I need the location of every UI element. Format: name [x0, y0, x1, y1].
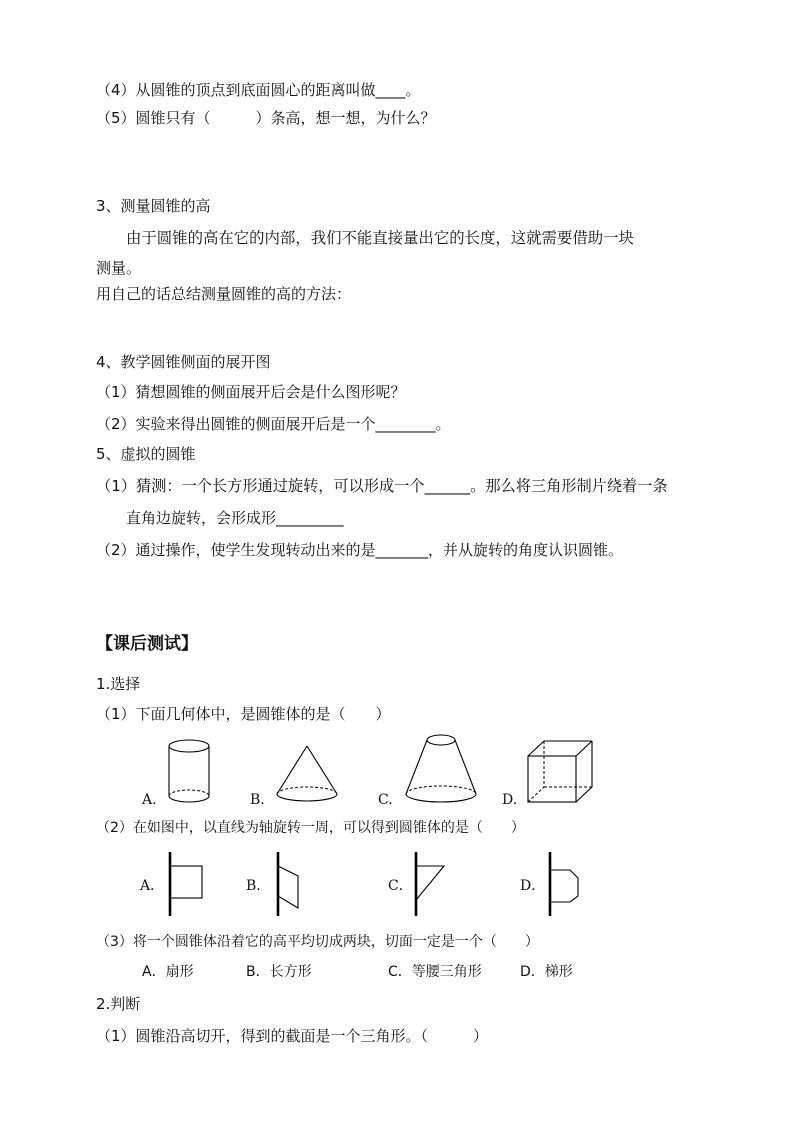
- q1-option-c: C.: [378, 792, 393, 808]
- cube-figure: [524, 738, 596, 806]
- q3-option-c: C．等腰三角形: [388, 964, 482, 980]
- q1-option-a: A.: [142, 792, 157, 808]
- frustum-figure: [402, 730, 480, 806]
- heading-judgement: 2.判断: [96, 995, 141, 1013]
- q3-option-d: D．梯形: [520, 964, 573, 980]
- section-heading-measure-height: 3、测量圆锥的高: [96, 197, 211, 215]
- section-heading-lateral-unfold: 4、教学圆锥侧面的展开图: [96, 353, 271, 371]
- line-definition-height: （4）从圆锥的顶点到底面圆心的距离叫做____。: [96, 81, 421, 99]
- q3-option-a: A．扇形: [142, 964, 194, 980]
- prompt-summarize-method: 用自己的话总结测量圆锥的高的方法：: [96, 285, 352, 303]
- axis-trapezoid-figure: [274, 852, 304, 916]
- question-guess-unfold: （1）猜想圆锥的侧面展开后会是什么图形呢？: [96, 383, 406, 401]
- q1-option-d: D.: [502, 792, 518, 808]
- paragraph-measure-height-cont: 测量。: [96, 259, 142, 277]
- section-heading-virtual-cone: 5、虚拟的圆锥: [96, 445, 196, 463]
- question-which-is-cone: （1）下面几何体中，是圆锥体的是（ ）: [96, 705, 391, 723]
- question-experiment-unfold: （2）实验来得出圆锥的侧面展开后是一个________。: [96, 415, 451, 433]
- axis-right-triangle-figure: [412, 852, 448, 916]
- question-cut-along-height: （1）圆锥沿高切开，得到的截面是一个三角形。（ ）: [96, 1027, 489, 1045]
- question-guess-rotation: （1）猜测：一个长方形通过旋转，可以形成一个______。那么将三角形制片绕着一条: [96, 477, 668, 495]
- heading-choice: 1.选择: [96, 675, 141, 693]
- q2-option-c: C．: [388, 878, 413, 894]
- cone-figure: [274, 744, 340, 804]
- question-operation-discovery: （2）通过操作，使学生发现转动出来的是_______，并从旋转的角度认识圆锥。: [96, 541, 624, 559]
- question-rotation-yields-cone: （2）在如图中，以直线为轴旋转一周，可以得到圆锥体的是（ ）: [96, 820, 525, 836]
- q2-option-b: B．: [246, 878, 271, 894]
- q3-option-b: B．长方形: [246, 964, 312, 980]
- cylinder-figure: [166, 738, 212, 804]
- question-cross-section-shape: （3）将一个圆锥体沿着它的高平均切成两块，切面一定是一个（ ）: [96, 934, 539, 950]
- q1-option-b: B.: [250, 792, 265, 808]
- paragraph-measure-height: 由于圆锥的高在它的内部，我们不能直接量出它的长度，这就需要借助一块: [126, 229, 634, 247]
- question-guess-rotation-cont: 直角边旋转，会形成形_________: [126, 509, 344, 527]
- q2-option-a: A．: [140, 878, 165, 894]
- axis-trapezoid-narrow-figure: [546, 852, 582, 916]
- section-heading-after-class-test: 【课后测试】: [96, 634, 198, 654]
- line-number-of-heights: （5）圆锥只有（ ）条高，想一想，为什么？: [96, 109, 436, 127]
- axis-rectangle-figure: [166, 852, 206, 916]
- q2-option-d: D．: [520, 878, 546, 894]
